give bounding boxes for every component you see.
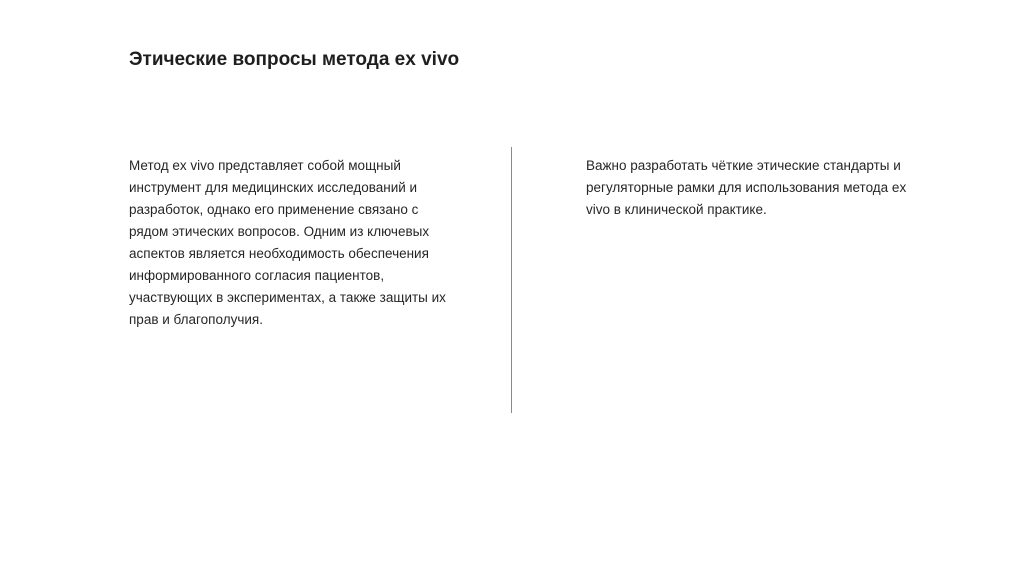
- left-line: рядом этических вопросов. Одним из ключевых: [129, 224, 430, 239]
- left-line: инструмент для медицинских исследований и: [129, 180, 418, 195]
- left-paragraph: [129, 155, 449, 331]
- left-line: Метод ex vivo представляет собой мощный: [129, 158, 401, 173]
- right-text-column: [586, 155, 926, 221]
- left-line: разработок, однако его применение связано с: [129, 202, 419, 217]
- slide-title: Этические вопросы метода ex vivo: [129, 49, 460, 70]
- left-line: аспектов является необходимость обеспечения: [129, 246, 429, 261]
- left-line: информированного согласия пациентов,: [129, 268, 385, 283]
- left-line: прав и благополучия.: [129, 312, 263, 327]
- right-line: vivo в клинической практике.: [586, 202, 767, 217]
- right-line: Важно разработать чёткие этические стандарты и: [586, 158, 901, 173]
- column-divider: [511, 147, 512, 413]
- right-paragraph: [586, 155, 926, 221]
- left-line: участвующих в экспериментах, а также защиты их: [129, 290, 446, 305]
- left-text-column: [129, 155, 449, 331]
- right-line: регуляторные рамки для использования метода ex: [586, 180, 907, 195]
